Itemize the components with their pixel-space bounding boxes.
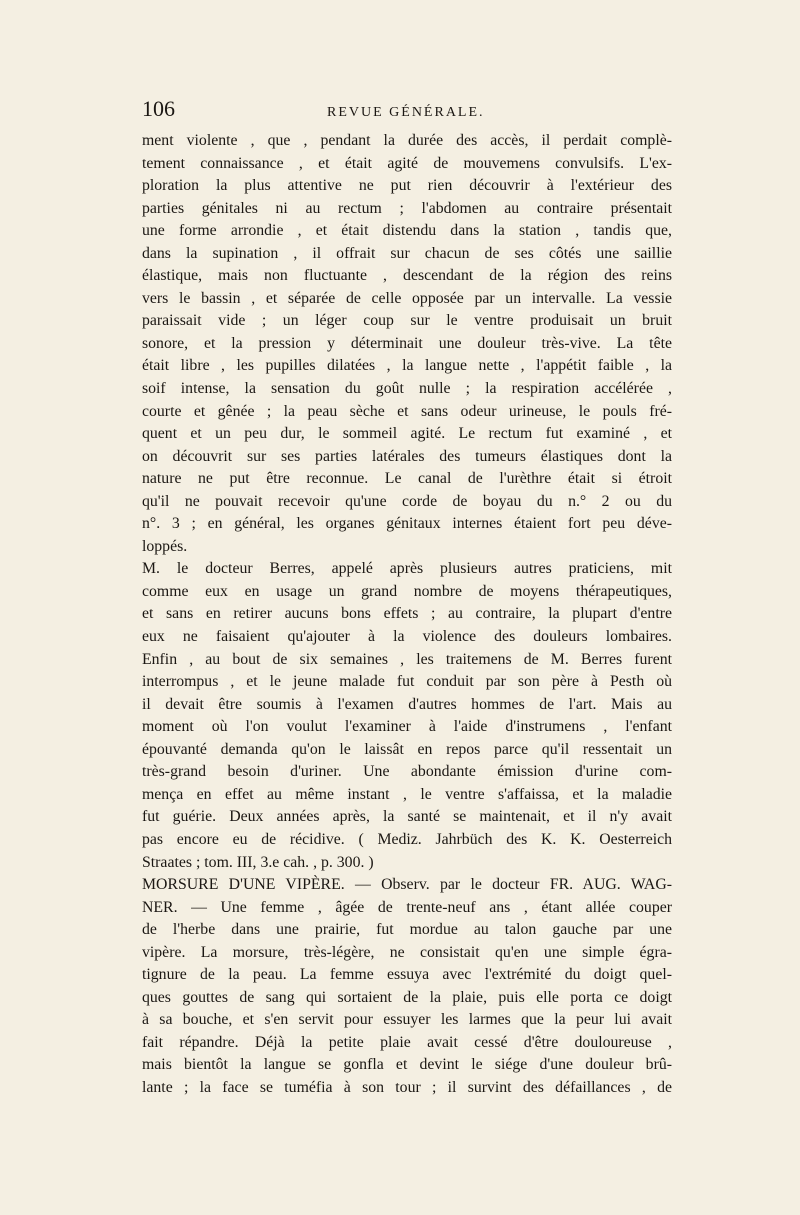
text-line: Straates ; tom. III, 3.e cah. , p. 300. ): [142, 853, 374, 871]
text-line: soif intense, la sensation du goût nulle ; la respiration accélérée ,: [142, 380, 672, 398]
text-line: il devait être soumis à l'examen d'autres hommes de l'art. Mais au: [142, 695, 672, 713]
text-line: paraissait vide ; un léger coup sur le ventre produisait un bruit: [142, 312, 672, 330]
text-line: qu'il ne pouvait recevoir qu'une corde de boyau du n.° 2 ou du: [142, 492, 672, 510]
text-line: vers le bassin , et séparée de celle opposée par un intervalle. La vessie: [142, 289, 672, 307]
text-line: pas encore eu de récidive. ( Mediz. Jahrbüch des K. K. Oesterreich: [142, 830, 672, 848]
text-line: ques gouttes de sang qui sortaient de la plaie, puis elle porta ce doigt: [142, 988, 672, 1006]
text-line: ploration la plus attentive ne put rien découvrir à l'extérieur des: [142, 177, 672, 195]
text-line: on découvrit sur ses parties latérales des tumeurs élastiques dont la: [142, 447, 672, 465]
text-line: NER. — Une femme , âgée de trente-neuf ans , étant allée couper: [142, 898, 672, 916]
text-line: sonore, et la pression y déterminait une douleur très-vive. La tête: [142, 334, 672, 352]
text-line: fut guérie. Deux années après, la santé se maintenait, et il n'y avait: [142, 808, 672, 826]
page-header: [142, 96, 672, 122]
text-line: moment où l'on voulut l'examiner à l'aide d'instrumens , l'enfant: [142, 718, 672, 736]
text-line: loppés.: [142, 537, 188, 555]
text-line: vipère. La morsure, très-légère, ne consistait qu'en une simple égra-: [142, 943, 672, 961]
text-line: une forme arrondie , et était distendu dans la station , tandis que,: [142, 222, 672, 240]
text-line: Enfin , au bout de six semaines , les traitemens de M. Berres furent: [142, 650, 672, 668]
text-line: de l'herbe dans une prairie, fut mordue au talon gauche par une: [142, 921, 672, 939]
text-line: ment violente , que , pendant la durée des accès, il perdait complè-: [142, 132, 672, 149]
text-line: mais bientôt la langue se gonfla et devint le siége d'une douleur brû-: [142, 1056, 672, 1074]
text-line: dans la supination , il offrait sur chacun de ses côtés une saillie: [142, 244, 672, 262]
text-line: interrompus , et le jeune malade fut conduit par son père à Pesth où: [142, 673, 672, 691]
text-line: M. le docteur Berres, appelé après plusieurs autres praticiens, mit: [142, 560, 672, 578]
text-line: fait répandre. Déjà la petite plaie avait cessé d'être douloureuse ,: [142, 1033, 672, 1051]
text-line: parties génitales ni au rectum ; l'abdomen au contraire présentait: [142, 199, 672, 217]
text-line: très-grand besoin d'uriner. Une abondante émission d'urine com-: [142, 763, 672, 781]
text-line: MORSURE D'UNE VIPÈRE. — Observ. par le docteur FR. AUG. WAG-: [142, 876, 672, 894]
text-line: nature ne put être reconnue. Le canal de l'urèthre était si étroit: [142, 470, 672, 488]
text-line: tignure de la peau. La femme essuya avec l'extrémité du doigt quel-: [142, 966, 672, 984]
running-title: REVUE GÉNÉRALE.: [327, 105, 485, 120]
text-line: et sans en retirer aucuns bons effets ; au contraire, la plupart d'entre: [142, 605, 672, 623]
text-line: épouvanté demanda qu'on le laissât en repos parce qu'il ressentait un: [142, 740, 672, 758]
page-number: 106: [142, 96, 175, 121]
text-line: mença en effet au même instant , le ventre s'affaissa, et la maladie: [142, 785, 672, 803]
text-line: à sa bouche, et s'en servit pour essuyer les larmes que la peur lui avait: [142, 1011, 672, 1029]
text-line: courte et gênée ; la peau sèche et sans odeur urineuse, le pouls fré-: [142, 402, 672, 420]
text-line: eux ne faisaient qu'ajouter à la violence des douleurs lombaires.: [142, 628, 672, 646]
text-line: comme eux en usage un grand nombre de moyens thérapeutiques,: [142, 582, 672, 600]
text-line: quent et un peu dur, le sommeil agité. Le rectum fut examiné , et: [142, 425, 672, 443]
body-text: [142, 130, 672, 1100]
text-line: n°. 3 ; en général, les organes génitaux internes étaient fort peu déve-: [142, 515, 672, 533]
text-line: était libre , les pupilles dilatées , la langue nette , l'appétit faible , la: [142, 357, 672, 375]
text-line: tement connaissance , et était agité de mouvemens convulsifs. L'ex-: [142, 154, 672, 172]
text-line: lante ; la face se tuméfia à son tour ; il survint des défaillances , de: [142, 1078, 672, 1096]
text-line: élastique, mais non fluctuante , descendant de la région des reins: [142, 267, 672, 285]
